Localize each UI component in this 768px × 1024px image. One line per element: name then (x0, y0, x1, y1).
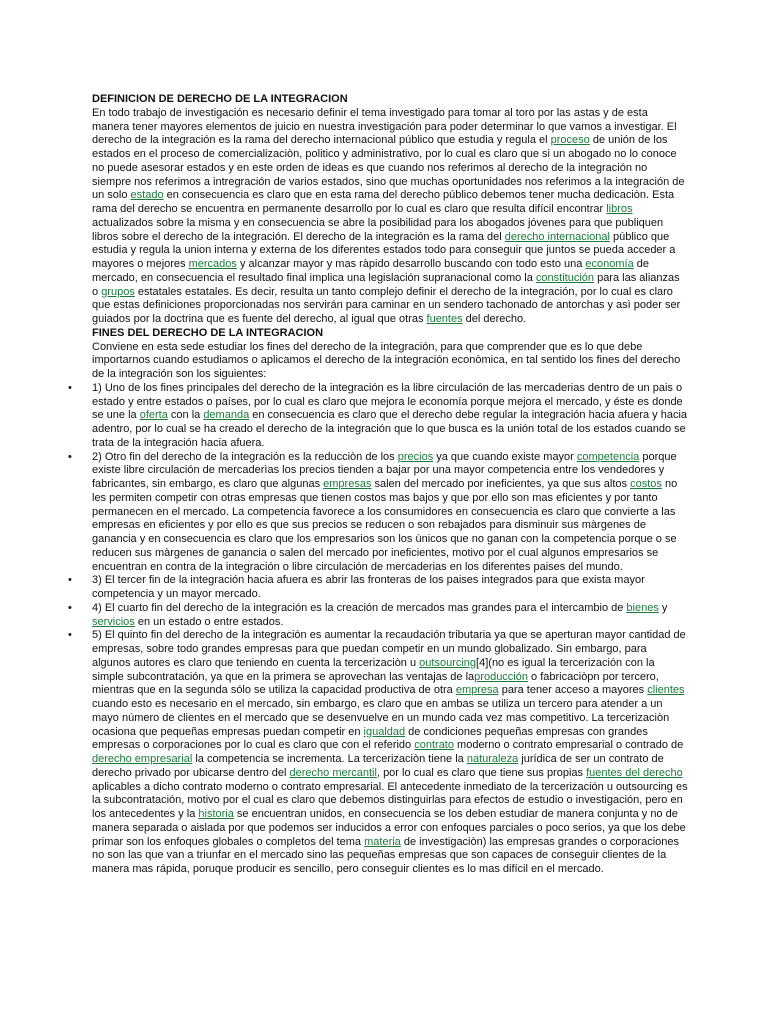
inline-link[interactable]: oferta (139, 409, 168, 422)
text-run: cuando esto es necesario en el mercado, sin embargo, es claro que en ambas se utiliza un tercero para atender a un mayo número de clientes en el mercado que se desenvuelve en un mundo cada vez mas competitivo. La tercerizaciòn ocasiona que pequeñas empresas puedan competir en (92, 698, 670, 738)
text-run: y alcanzar mayor y mas ràpido desarrollo buscando con todo esto una (236, 258, 586, 270)
text-run: 5) El quinto fin del derecho de la integración es aumentar la recaudación tributaria ya que se aperturan mayor cantidad de empresas, sobre todo grandes empresas para que puedan competir en un mundo globalizado. Sin embargo, para algunos autores es claro que teniendo en cuenta la tercerizaciòn u (92, 629, 686, 669)
inline-link[interactable]: mercados (188, 258, 237, 270)
list-item (68, 574, 688, 602)
inline-link[interactable]: outsourcing (419, 656, 477, 669)
text-run: la competencia se incrementa. La tercerizaciòn tiene la (192, 753, 467, 765)
text-run: moderno o contrato empresarial o contrado de (453, 739, 684, 752)
inline-link[interactable]: materia (364, 835, 401, 848)
text-run: porque existe libre circulación de mercaderìas los precios tienden a bajar por una mayor competencia entre los vendedores y fabricantes, sin embargo, es claro que algunas (92, 450, 677, 490)
text-run: Conviene en esta sede estudiar los fines del derecho de la integración, para que comprender que es lo que debe importarnos cuando estudiamos o aplicamos el derecho de la integración econòmica, en tal sentido los fines del derecho de la integración son los siguientes: (92, 340, 681, 380)
list-item (68, 382, 688, 451)
text-run: se encuentran unidos, en consecuencia se los deben estudiar de manera conjunta y no de manera separada o aislada por que podemos ser inducidos a error con enfoques parciales o poco serios, ya que los debe primar son los enfoques globales o completos del tema (92, 808, 686, 848)
inline-link[interactable]: derecho empresarial (92, 753, 193, 765)
text-run: con la (167, 409, 204, 422)
text-run: jurídica de ser un contrato de derecho privado por ubicarse dentro del (92, 753, 664, 779)
inline-link[interactable]: naturaleza (466, 753, 519, 765)
text-run: en consecuencia es claro que en esta rama del derecho público debemos tener mucha dedicaciòn. Esta rama del derecho se encuentra en permanente desarrollo por lo cual es claro que resulta difícil encontrar (92, 189, 675, 215)
inline-link[interactable]: derecho internacional (504, 230, 610, 243)
text-run: actualizados sobre la misma y en consecuencia se abre la posibilidad para los abogados jóvenes para que publiquen libros sobre el derecho de la integración. El derecho de la integración es la rama del (92, 216, 664, 243)
inline-link[interactable]: libros (606, 203, 633, 215)
inline-link[interactable]: empresa (455, 684, 499, 697)
text-run: no les permiten competir con otras empresas que tienen costos mas bajos y que por ello son mas eficientes y por tanto permanecen en el mercado. La competencia favorece a los consumidores en consecuencia es claro que convierte a las empresas en eficientes y por ello es que sus precios se reducen o son rebajados para disminuir sus màrgenes de ganancia y en consecuencia es claro que los empresarios son los ùnicos que no ganan con la competencia porque o se reducen sus màrgenes de ganancia o salen del mercado por ineficientes, motivo por el cual algunos empresarios se encuentran en contra de la integración o libre circulación de mercaderias en los diferentes paises del mundo. (92, 478, 678, 573)
text-run: 1) Uno de los fines principales del derecho de la integración es la libre circulación de las mercaderias dentro de un pais o estado y entre estados o países, por lo cual es claro que mejora le economía porque mejora el mercado, y éste es donde se une la (92, 381, 683, 422)
list-item (68, 602, 688, 630)
inline-link[interactable]: servicios (92, 615, 135, 628)
heading-fines: FINES DEL DERECHO DE LA INTEGRACION (92, 326, 324, 339)
inline-link[interactable]: producción (474, 670, 528, 683)
text-run: salen del mercado por ineficientes, ya que sus altos (371, 478, 631, 490)
text-run: de mercado, en consecuencia el resultado final implica una legislación supranacional como la (92, 258, 650, 284)
text-run: [4](no es igual la tercerización con la simple subcontratación, ya que en la primera se aprovechan las ventajas de la (92, 656, 655, 683)
text-run: ya que cuando existe mayor (433, 450, 577, 463)
text-run: para las alianzas o (92, 271, 680, 298)
text-run: para tener acceso a mayores (498, 684, 648, 697)
text-run: o fabricaciòpn por tercero, mientras que en la segunda sólo se utiliza la capacidad productiva de otra (92, 670, 659, 697)
inline-link[interactable]: fuentes (426, 313, 463, 325)
paragraph-definicion (92, 107, 688, 327)
inline-link[interactable]: estado (130, 189, 164, 202)
inline-link[interactable]: bienes (626, 601, 659, 614)
inline-link[interactable]: grupos (101, 285, 135, 298)
text-run: estatales estatales. Es decir, resulta un tanto complejo definir el derecho de la integración, por lo cual es claro que estas definiciones proporcionadas nos servirán para caminar en un sendero tachonado de antorchas y asì poder ser guiados por la doctrina que es fuente del derecho, al igual que otras (92, 285, 681, 325)
fines-list (68, 382, 688, 877)
inline-link[interactable]: proceso (550, 134, 590, 147)
text-run: de unión de los estados en el proceso de comercializaciòn, politico y administrativo, por lo cual es claro que si un abogado no lo conoce no puede asesorar estados y en este orden de ideas es que cuando nos referimos al derecho de la integración no siempre nos referimos a intregración de varios estados, sino que muchas oportunidades nos referimos a la integración de un solo (92, 134, 685, 202)
text-run: 4) El cuarto fin del derecho de la integración es la creación de mercados mas grandes para el intercambio de (92, 601, 627, 614)
inline-link[interactable]: igualdad (363, 725, 406, 738)
inline-link[interactable]: contrato (414, 739, 454, 752)
text-run: , por lo cual es claro que tiene sus propias (376, 766, 587, 779)
inline-link[interactable]: economía (585, 258, 634, 270)
text-run: en un estado o entre estados. (134, 615, 284, 628)
text-run: y (658, 601, 668, 614)
inline-link[interactable]: costos (630, 478, 662, 490)
text-run: de investigaciòn) las empresas grandes o corporaciones no son las que van a triunfar en el mercado sino las pequeñas empresas que son capaces de conseguir clientes de la manera mas rápida, poruque producir es sencillo, pero conseguir clientes es lo mas difícil en el mercado. (92, 835, 680, 875)
inline-link[interactable]: clientes (647, 684, 685, 697)
text-run: aplicables a dicho contrato moderno o contrato empresarial. El antecedente inmediato de la tercerización u outsourcing es la subcontratación, motivo por el cual es claro que debemos distinguirlas para efectos de estudio o investigación, pero en los antecedentes y la (92, 780, 688, 820)
text-run: 2) Otro fin del derecho de la integración es la reducciòn de los (92, 450, 398, 463)
inline-link[interactable]: constitución (535, 271, 595, 284)
heading-definicion: DEFINICION DE DERECHO DE LA INTEGRACION (92, 93, 348, 105)
inline-link[interactable]: empresas (323, 478, 372, 490)
paragraph-fines-intro (92, 341, 688, 382)
list-item (68, 451, 688, 575)
text-run: del derecho. (462, 313, 527, 325)
inline-link[interactable]: derecho mercantil (289, 766, 377, 779)
text-run: 3) El tercer fin de la integración hacia afuera es abrir las fronteras de los paises integrados para que exista mayor competencia y un mayor mercado. (92, 574, 645, 600)
inline-link[interactable]: competencia (576, 450, 640, 463)
inline-link[interactable]: demanda (203, 409, 250, 422)
inline-link[interactable]: fuentes del derecho (586, 766, 683, 779)
text-run: público que estudia y regula la union interna y externa de los diferentes estados todo para conseguir que juntos se pueda acceder a mayores o mejores (92, 230, 676, 270)
text-run: en consecuencia es claro que el derecho debe regular la integración hacia afuera y hacia adentro, por lo cual se ha creado el derecho de la integración que lo que busca es la unión total de los estados cuando se trata de la integración hacia afuera. (92, 409, 688, 449)
inline-link[interactable]: historia (198, 808, 234, 820)
list-item (68, 629, 688, 877)
text-run: de condiciones pequeñas empresas con grandes empresas o corporaciones por lo cual es claro que con el referido (92, 725, 648, 752)
text-run: En todo trabajo de investigación es necesario definir el tema investigado para tomar al toro por las astas y de esta manera tener mayores elementos de juicio en nuestra investigación para poder determinar lo que vamos a investigar. El derecho de la integración es la rama del derecho internacional público que estudia y regula el (92, 106, 677, 147)
inline-link[interactable]: precios (397, 450, 434, 463)
